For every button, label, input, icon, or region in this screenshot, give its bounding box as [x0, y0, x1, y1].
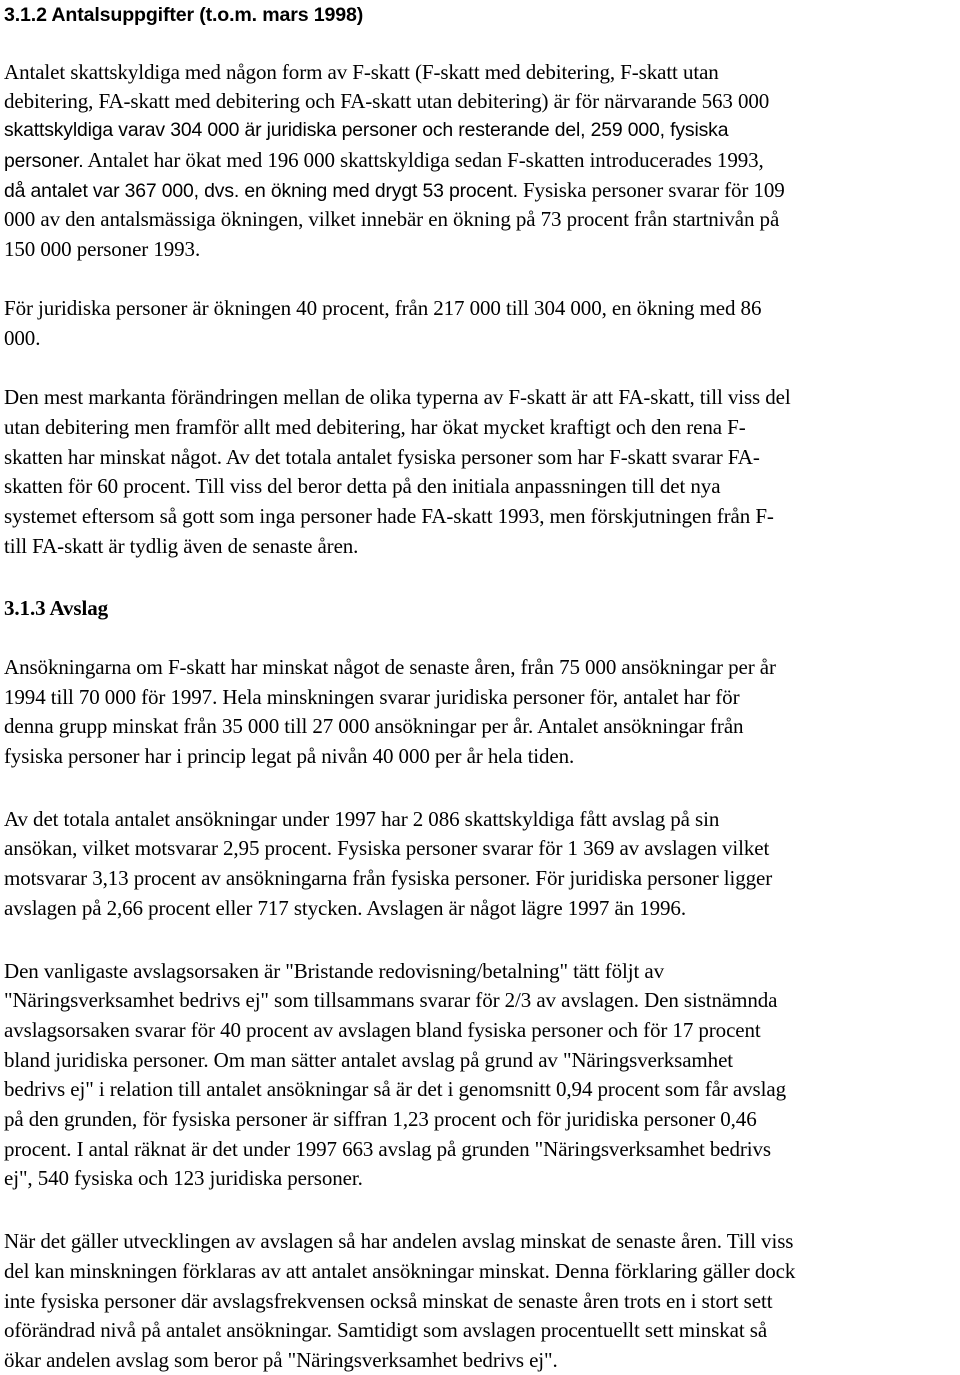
paragraph-3-line-4: skatten för 60 procent. Till viss del beror detta på den initiala anpassningen till det nya	[4, 474, 721, 498]
paragraph-2-line-1: För juridiska personer är ökningen 40 procent, från 217 000 till 304 000, en ökning med 86	[4, 296, 762, 320]
paragraph-7-line-4: oförändrad nivå på antalet ansökningar. Samtidigt som avslagen procentuellt sett minskat så	[4, 1318, 768, 1342]
paragraph-5-line-2: ansökan, vilket motsvarar 2,95 procent. Fysiska personer svarar för 1 369 av avslagen vilket	[4, 836, 770, 860]
paragraph-4-line-1: Ansökningarna om F-skatt har minskat något de senaste åren, från 75 000 ansökningar per år	[4, 655, 776, 679]
paragraph-6-line-6: på den grunden, för fysiska personer är siffran 1,23 procent och för juridiska personer 0,46	[4, 1107, 757, 1131]
paragraph-1-line-4	[4, 147, 764, 173]
section-heading-3-1-3: 3.1.3 Avslag	[4, 596, 109, 620]
paragraph-4-line-2: 1994 till 70 000 för 1997. Hela minskningen svarar juridiska personer för, antalet har för	[4, 685, 740, 709]
paragraph-1-line-5-rest: Fysiska personer svarar för 109	[517, 178, 785, 202]
paragraph-4-line-4: fysiska personer har i princip legat på nivån 40 000 per år hela tiden.	[4, 744, 575, 768]
paragraph-5-line-1: Av det totala antalet ansökningar under 1997 har 2 086 skattskyldiga fått avslag på sin	[4, 807, 720, 831]
paragraph-6-line-5: bedrivs ej" i relation till antalet ansökningar så är det i genomsnitt 0,94 procent som får avslag	[4, 1077, 786, 1101]
paragraph-6-line-8: ej", 540 fysiska och 123 juridiska personer.	[4, 1166, 363, 1190]
paragraph-3-line-1: Den mest markanta förändringen mellan de olika typerna av F-skatt är att FA-skatt, till viss del	[4, 385, 791, 409]
paragraph-1-line-4-serif-part: Antalet har ökat med 196 000 skattskyldiga sedan F-skatten introducerades 1993,	[83, 148, 764, 172]
paragraph-3-line-6: till FA-skatt är tydlig även de senaste åren.	[4, 534, 359, 558]
paragraph-1-line-2: debitering, FA-skatt med debitering och FA-skatt utan debitering) är för närvarande 563 000	[4, 89, 770, 113]
paragraph-6-line-2: "Näringsverksamhet bedrivs ej" som tillsammans svarar för 2/3 av avslagen. Den sistnämnda	[4, 988, 778, 1012]
paragraph-6-line-3: avslagsorsaken svarar för 40 procent av avslagen bland fysiska personer och för 17 procent	[4, 1018, 761, 1042]
paragraph-1-line-5-sans-part: då antalet var 367 000, dvs.	[4, 180, 240, 202]
paragraph-1-line-4-sans-part: personer.	[4, 150, 84, 172]
paragraph-6-line-1: Den vanligaste avslagsorsaken är "Bristande redovisning/betalning" tätt följt av	[4, 959, 664, 983]
paragraph-5-line-4: avslagen på 2,66 procent eller 717 stycken. Avslagen är något lägre 1997 än 1996.	[4, 896, 686, 920]
paragraph-7-line-1: När det gäller utvecklingen av avslagen så har andelen avslag minskat de senaste åren. Till viss	[4, 1229, 794, 1253]
paragraph-3-line-2: utan debitering men framför allt med debitering, har ökat mycket kraftigt och den rena F-	[4, 415, 746, 439]
paragraph-6-line-4: bland juridiska personer. Om man sätter antalet avslag på grund av "Näringsverksamhet	[4, 1048, 734, 1072]
paragraph-6-line-7: procent. I antal räknat är det under 1997 663 avslag på grunden "Näringsverksamhet bedrivs	[4, 1137, 771, 1161]
paragraph-1-line-5-serif-part: en ökning med drygt 53 procent.	[239, 180, 518, 202]
paragraph-4-line-3: denna grupp minskat från 35 000 till 27 000 ansökningar per år. Antalet ansökningar från	[4, 714, 744, 738]
paragraph-3-line-3: skatten har minskat något. Av det totala antalet fysiska personer som har F-skatt svarar FA-	[4, 445, 760, 469]
paragraph-3-line-5: systemet eftersom så gott som inga personer hade FA-skatt 1993, men förskjutningen från F-	[4, 504, 774, 528]
section-heading-3-1-2: 3.1.2 Antalsuppgifter (t.o.m. mars 1998)	[4, 4, 364, 26]
paragraph-1-line-6: 000 av den antalsmässiga ökningen, vilket innebär en ökning på 73 procent från startnivån på	[4, 207, 780, 231]
paragraph-7-line-5: ökar andelen avslag som beror på "Näringsverksamhet bedrivs ej".	[4, 1348, 558, 1372]
paragraph-1-line-3: skattskyldiga varav 304 000 är juridiska personer och resterande del, 259 000, fysiska	[4, 119, 729, 141]
paragraph-5-line-3: motsvarar 3,13 procent av ansökningarna från fysiska personer. För juridiska personer ligger	[4, 866, 773, 890]
paragraph-1-line-5	[4, 177, 785, 203]
paragraph-1-line-7: 150 000 personer 1993.	[4, 237, 201, 261]
paragraph-2-line-2: 000.	[4, 326, 41, 350]
paragraph-1-line-1: Antalet skattskyldiga med någon form av F-skatt (F-skatt med debitering, F-skatt utan	[4, 60, 719, 84]
paragraph-7-line-2: del kan minskningen förklaras av att antalet ansökningar minskat. Denna förklaring gäller dock	[4, 1259, 796, 1283]
paragraph-7-line-3: inte fysiska personer där avslagsfrekvensen också minskat de senaste åren trots en i stort sett	[4, 1289, 773, 1313]
